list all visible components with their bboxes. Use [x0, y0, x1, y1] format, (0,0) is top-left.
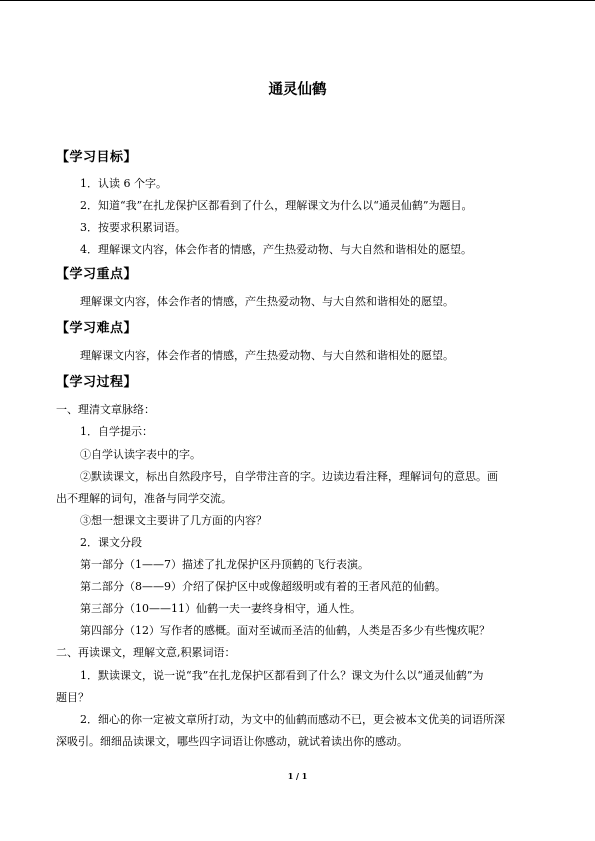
goal-item-3: 3．按要求积累词语。 — [80, 221, 186, 234]
section-heading-goals: 【学习目标】 — [56, 150, 138, 165]
process-line-16: 深吸引。细细品读课文，哪些四字词语让你感动，就试着读出你的感动。 — [56, 735, 408, 748]
process-line-12: 二、再读课文，理解文意,积累词语： — [56, 646, 236, 659]
section-heading-focus: 【学习重点】 — [56, 267, 138, 282]
section-heading-difficulty: 【学习难点】 — [56, 321, 138, 336]
process-line-1: 一、理清文章脉络： — [56, 403, 155, 416]
process-line-8: 第一部分（1——7）描述了扎龙保护区丹顶鹤的飞行表演。 — [80, 558, 369, 571]
process-line-4: ②默读课文，标出自然段序号，自学带注音的字。边读边看注释，理解词句的意思。画 — [80, 470, 498, 483]
section-heading-process: 【学习过程】 — [56, 375, 138, 390]
process-line-9: 第二部分（8——9）介绍了保护区中或像超级明或有着的王者风范的仙鹤。 — [80, 580, 446, 593]
goal-item-4: 4．理解课文内容，体会作者的情感，产生热爱动物、与大自然和谐相处的愿望。 — [80, 243, 472, 256]
process-line-3: ①自学认读字表中的字。 — [80, 448, 201, 461]
difficulty-text: 理解课文内容，体会作者的情感，产生热爱动物、与大自然和谐相处的愿望。 — [80, 349, 454, 362]
process-line-5: 出不理解的词句，准备与同学交流。 — [56, 492, 232, 505]
process-line-13: 1．默读课文，说一说“我”在扎龙保护区都看到了什么？课文为什么以“通灵仙鹤”为 — [80, 669, 484, 682]
process-line-2: 1．自学提示： — [80, 425, 153, 438]
focus-text: 理解课文内容，体会作者的情感，产生热爱动物、与大自然和谐相处的愿望。 — [80, 295, 454, 308]
process-line-15: 2．细心的你一定被文章所打动，为文中的仙鹤而感动不已，更会被本文优美的词语所深 — [80, 713, 505, 726]
process-line-14: 题目？ — [56, 691, 89, 704]
process-line-11: 第四部分（12）写作者的感概。面对至诚而圣洁的仙鹤，人类是否多少有些愧疚呢？ — [80, 624, 490, 637]
page-number: 1 / 1 — [287, 771, 308, 781]
page-title: 通灵仙鹤 — [268, 82, 327, 98]
process-line-10: 第三部分（10——11）仙鹤一夫一妻终身相守，通人性。 — [80, 602, 361, 615]
process-line-7: 2．课文分段 — [80, 536, 142, 549]
process-line-6: ③想一想课文主要讲了几方面的内容？ — [80, 514, 267, 527]
goal-item-2: 2．知道“我”在扎龙保护区都看到了什么，理解课文为什么以“通灵仙鹤”为题目。 — [80, 199, 473, 212]
goal-item-1: 1．认读 6 个字。 — [80, 177, 167, 190]
